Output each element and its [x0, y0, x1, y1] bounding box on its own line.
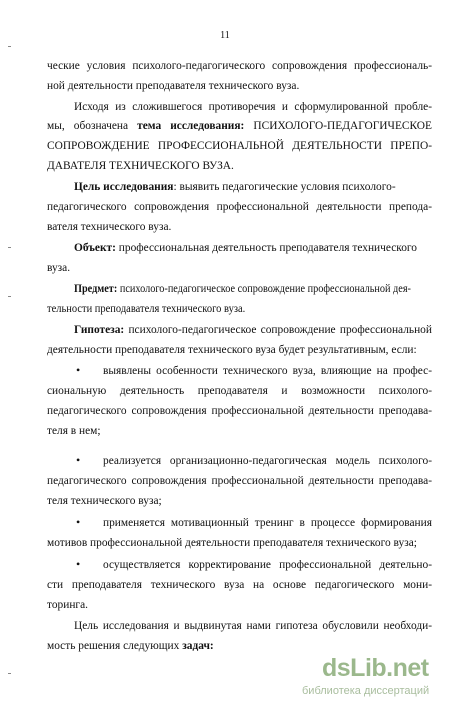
bullet-line: выявлены особенности технического вуза, влияющие на профес-: [103, 365, 432, 377]
topic-label: тема исследования:: [137, 120, 245, 132]
bullet-line: реализуется организационно-педагогическая модель психолого-: [103, 455, 432, 467]
bullet-line: сти преподавателя технического вуза на основе педагогического мони-: [47, 579, 432, 591]
bullet-line: теля в нем;: [47, 425, 101, 437]
page-number: 11: [220, 30, 230, 41]
paragraph-line: педагогического сопровождения профессиональной деятельности преподa-: [47, 201, 432, 213]
goal-line: [74, 180, 432, 194]
watermark: [300, 654, 450, 704]
tasks-label: задач:: [182, 640, 214, 652]
paragraph-line: ной деятельности преподавателя технического вуза.: [47, 80, 300, 92]
paragraph-line: вуза.: [47, 262, 71, 274]
bullet-line: торинга.: [47, 599, 88, 611]
bullet-line: осуществляется корректирование профессиональной деятельно-: [103, 559, 432, 571]
bullet-line: применяется мотивационный тренинг в процессе формирования: [103, 517, 432, 529]
topic-line: ДАВАТЕЛЯ ТЕХНИЧЕСКОГО ВУЗА.: [47, 160, 234, 172]
bullet-line: теля технического вуза;: [47, 495, 162, 507]
margin-mark: [8, 296, 11, 297]
tasks-line: [47, 639, 432, 653]
object-line: [74, 241, 432, 255]
paragraph-line: Исходя из сложившегося противоречия и сформулированной пробле-: [74, 101, 432, 113]
bullet-marker: •: [76, 363, 81, 377]
paragraph-line: Цель исследования и выдвинутая нами гипотеза обусловили необходи-: [74, 620, 432, 632]
margin-mark: [8, 46, 11, 47]
text-run: профессиональная деятельность преподавателя технического: [118, 242, 417, 254]
bullet-marker: •: [76, 453, 81, 467]
subject-label: Предмет:: [74, 283, 118, 295]
paragraph-line: [47, 302, 432, 316]
margin-mark: [8, 247, 11, 248]
margin-mark: [8, 673, 11, 674]
bullet-line: педагогического сопровождения профессиональной деятельности преподава-: [47, 405, 432, 417]
hypothesis-label: Гипотеза:: [74, 324, 125, 336]
paragraph-line: деятельности преподавателя технического вуза будет результативным, если:: [47, 344, 417, 356]
text-run: психолого-педагогическое сопровождение профессиональной: [128, 324, 432, 336]
watermark-tagline: библиотека диссертаций: [302, 685, 430, 697]
text-run: тельности преподавателя технического вуза.: [47, 303, 246, 315]
bullet-marker: •: [76, 557, 81, 571]
text-run: ПСИХОЛОГО-ПЕДАГОГИЧЕСКОЕ: [253, 120, 432, 132]
text-run: психолого-педагогическое сопровождение профессиональной дея-: [119, 283, 411, 295]
topic-line: [47, 119, 432, 133]
object-label: Объект:: [74, 242, 116, 254]
paragraph-line: вателя технического вуза.: [47, 221, 172, 233]
bullet-line: мотивов профессиональной деятельности преподавателя технического вуза;: [47, 537, 417, 549]
text-run: : выявить педагогические условия психолого-: [173, 181, 396, 193]
text-run: мы, обозначена: [47, 120, 129, 132]
topic-line: СОПРОВОЖДЕНИЕ ПРОФЕССИОНАЛЬНОЙ ДЕЯТЕЛЬНОСТИ ПРЕПО-: [47, 140, 432, 152]
hypothesis-line: [74, 323, 432, 337]
text-run: мость решения следующих: [47, 640, 180, 652]
watermark-logo: dsLib.net: [322, 654, 429, 682]
goal-label: Цель исследования: [74, 181, 174, 193]
bullet-line: педагогического сопровождения профессиональной деятельности преподава-: [47, 475, 432, 487]
bullet-line: сиональную деятельность преподавателя и возможности психолого-: [47, 385, 432, 397]
bullet-marker: •: [76, 515, 81, 529]
paragraph-line: ческие условия психолого-педагогического сопровождения профессиональ-: [47, 60, 432, 72]
subject-line: [74, 282, 432, 296]
